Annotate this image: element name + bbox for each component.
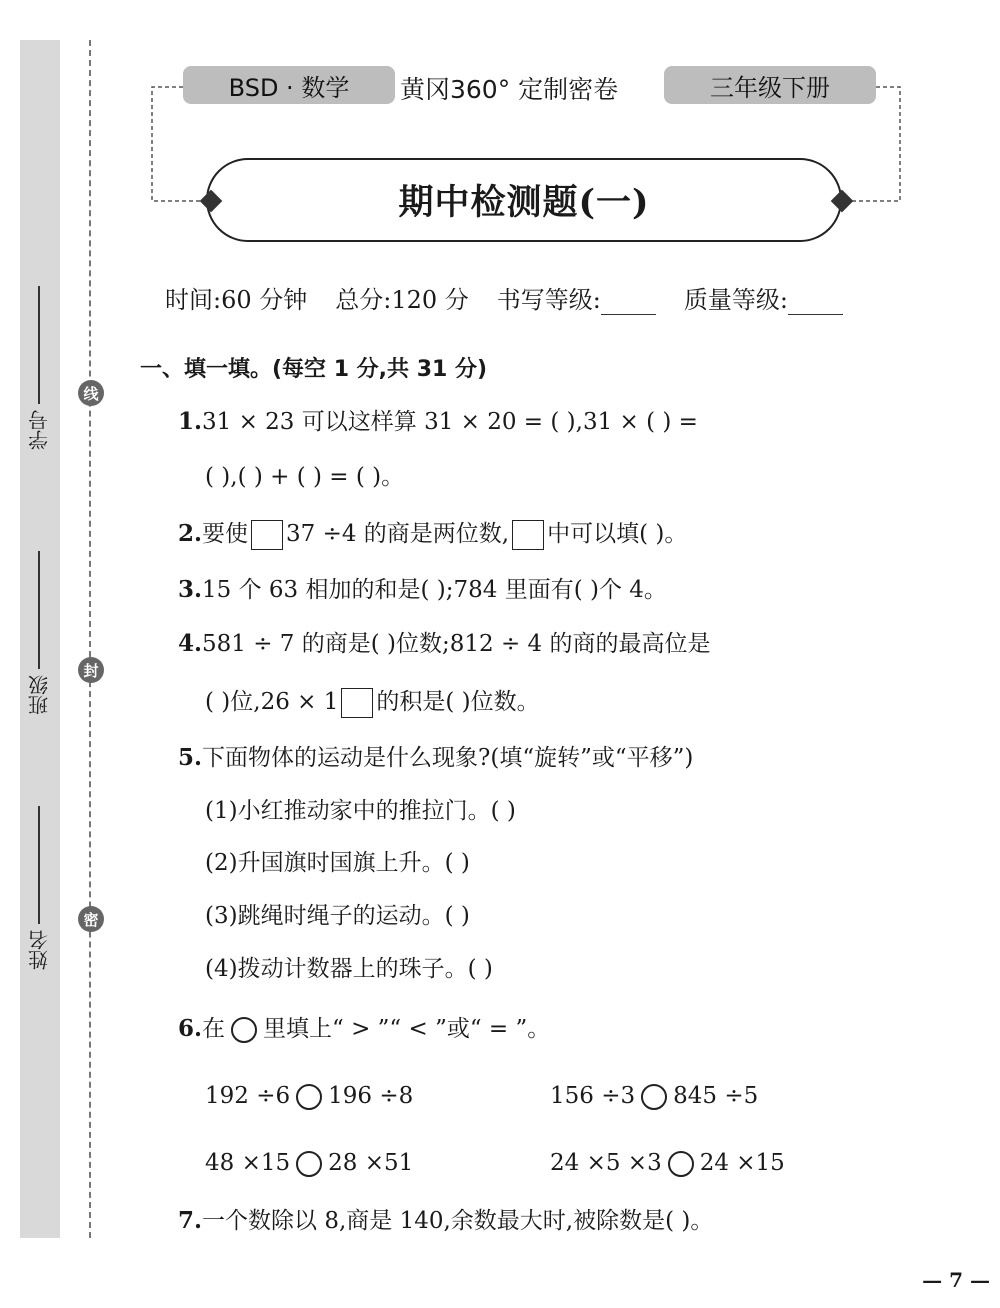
grade-pill: 三年级下册 xyxy=(664,66,876,104)
student-no-label: 学号 xyxy=(27,410,52,450)
q4-line2b[interactable]: 的积是( )位数。 xyxy=(376,689,540,715)
compare-circle[interactable] xyxy=(296,1084,322,1110)
name-field[interactable] xyxy=(24,790,54,970)
title-box xyxy=(206,158,842,242)
q5-number: 5. xyxy=(178,744,203,771)
q4-line2 xyxy=(205,688,540,718)
compare-circle[interactable] xyxy=(296,1151,322,1177)
compare-circle[interactable] xyxy=(668,1151,694,1177)
compare-item xyxy=(550,1084,758,1110)
question-6 xyxy=(178,1017,550,1043)
q1-line1[interactable]: 31 × 23 可以这样算 31 × 20 = ( ),31 × ( ) = xyxy=(202,409,698,435)
question-3 xyxy=(178,578,667,602)
class-field[interactable] xyxy=(24,535,54,715)
class-label: 班级 xyxy=(27,675,52,715)
compare-item xyxy=(205,1151,413,1177)
q3-text[interactable]: 15 个 63 相加的和是( );784 里面有( )个 4。 xyxy=(202,577,667,603)
question-2 xyxy=(178,520,687,550)
q4-line1[interactable]: 581 ÷ 7 的商是( )位数;812 ÷ 4 的商的最高位是 xyxy=(202,631,711,657)
circle-icon xyxy=(231,1017,257,1043)
compare-right: 196 ÷8 xyxy=(328,1083,414,1109)
seal-feng-mark: 封 xyxy=(78,657,104,683)
q4-line2a[interactable]: ( )位,26 × 1 xyxy=(205,689,339,715)
exam-info xyxy=(165,280,843,315)
compare-right: 24 ×15 xyxy=(699,1150,785,1176)
q1-line2[interactable]: ( ),( ) + ( ) = ( )。 xyxy=(205,464,405,490)
compare-item xyxy=(205,1084,413,1110)
time-info: 时间:60 分钟 xyxy=(165,286,308,314)
compare-left: 48 ×15 xyxy=(205,1150,291,1176)
student-no-field[interactable] xyxy=(24,270,54,450)
compare-item xyxy=(550,1151,785,1177)
question-1 xyxy=(178,410,698,434)
quality-grade-label: 质量等级: xyxy=(683,286,788,314)
name-blank[interactable] xyxy=(38,806,40,924)
q5-item[interactable]: (4)拨动计数器上的珠子。( ) xyxy=(205,956,493,982)
q5-item[interactable]: (3)跳绳时绳子的运动。( ) xyxy=(205,903,470,929)
seal-line-mark: 线 xyxy=(78,380,104,406)
q6-text-a: 在 xyxy=(202,1016,226,1042)
q2-number: 2. xyxy=(178,520,203,547)
q7-number: 7. xyxy=(178,1207,203,1234)
q2-box-1[interactable] xyxy=(251,520,283,550)
compare-right: 28 ×51 xyxy=(328,1150,414,1176)
page-number: — 7 — xyxy=(922,1268,990,1292)
q6-number: 6. xyxy=(178,1015,203,1042)
compare-circle[interactable] xyxy=(641,1084,667,1110)
q4-box[interactable] xyxy=(341,688,373,718)
q1-number: 1. xyxy=(178,408,203,435)
compare-left: 192 ÷6 xyxy=(205,1083,291,1109)
quality-grade-blank[interactable] xyxy=(788,292,843,315)
writing-grade-label: 书写等级: xyxy=(496,286,601,314)
compare-left: 24 ×5 ×3 xyxy=(550,1150,662,1176)
q6-text-b: 里填上“ > ”“ < ”或“ = ”。 xyxy=(263,1016,551,1042)
total-score-info: 总分:120 分 xyxy=(335,286,469,314)
q2-text-c[interactable]: 中可以填( )。 xyxy=(547,521,688,547)
q4-number: 4. xyxy=(178,630,203,657)
compare-left: 156 ÷3 xyxy=(550,1083,636,1109)
question-4 xyxy=(178,632,711,656)
question-7 xyxy=(178,1209,713,1233)
seal-mi-mark: 密 xyxy=(78,906,104,932)
name-label: 姓名 xyxy=(27,930,52,970)
q2-text-a: 要使 xyxy=(202,521,249,547)
subject-pill: BSD · 数学 xyxy=(183,66,395,104)
q3-number: 3. xyxy=(178,576,203,603)
student-no-blank[interactable] xyxy=(38,286,40,404)
brand-text: 黄冈360° 定制密卷 xyxy=(400,75,619,104)
q5-text: 下面物体的运动是什么现象?(填“旋转”或“平移”) xyxy=(202,745,694,771)
question-5 xyxy=(178,746,693,770)
q2-text-b: 37 ÷4 的商是两位数, xyxy=(286,521,510,547)
section-heading: 一、填一填。(每空 1 分,共 31 分) xyxy=(140,357,488,382)
q7-text[interactable]: 一个数除以 8,商是 140,余数最大时,被除数是( )。 xyxy=(202,1208,714,1234)
writing-grade-blank[interactable] xyxy=(601,292,656,315)
q2-box-2[interactable] xyxy=(512,520,544,550)
compare-right: 845 ÷5 xyxy=(673,1083,759,1109)
page-title: 期中检测题(一) xyxy=(398,182,650,223)
class-blank[interactable] xyxy=(38,551,40,669)
q5-item[interactable]: (1)小红推动家中的推拉门。( ) xyxy=(205,798,516,824)
q5-item[interactable]: (2)升国旗时国旗上升。( ) xyxy=(205,850,470,876)
